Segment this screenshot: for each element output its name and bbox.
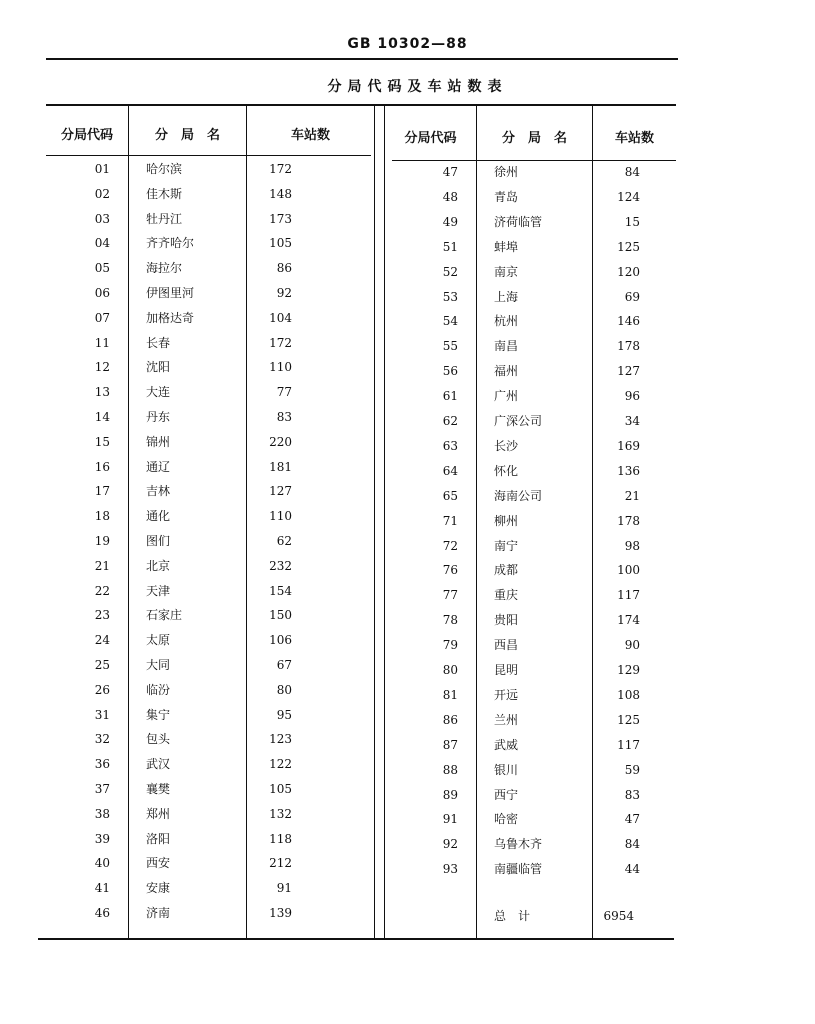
row-name: 贵阳 <box>494 613 519 628</box>
row-count: 154 <box>269 583 292 598</box>
row-code: 24 <box>94 633 110 648</box>
row-name: 福州 <box>494 364 519 379</box>
row-name: 广州 <box>494 389 519 404</box>
row-code: 89 <box>442 787 458 802</box>
row-name: 银川 <box>494 762 519 777</box>
row-code: 54 <box>442 314 458 329</box>
row-count: 47 <box>624 812 640 827</box>
row-count: 15 <box>624 214 640 229</box>
row-code: 26 <box>94 682 110 697</box>
row-count: 127 <box>269 484 292 499</box>
row-name: 武威 <box>494 737 519 752</box>
row-code: 04 <box>94 236 110 251</box>
row-name: 通辽 <box>146 459 171 474</box>
row-code: 12 <box>94 360 110 375</box>
row-code: 15 <box>94 434 110 449</box>
row-code: 02 <box>94 186 110 201</box>
header-code-left: 分局代码 <box>60 128 113 143</box>
row-code: 22 <box>94 583 110 598</box>
row-code: 37 <box>94 782 110 796</box>
row-count: 220 <box>269 434 292 449</box>
row-name: 蚌埠 <box>494 239 519 254</box>
row-count: 124 <box>617 189 640 204</box>
row-count: 59 <box>624 762 640 777</box>
row-count: 86 <box>276 261 292 276</box>
row-count: 117 <box>617 588 640 603</box>
row-name: 图们 <box>146 534 171 548</box>
row-code: 63 <box>442 438 458 453</box>
divider-rule-2 <box>384 105 385 938</box>
row-count: 139 <box>269 906 292 920</box>
row-code: 32 <box>94 732 110 747</box>
row-code: 01 <box>94 162 110 176</box>
row-name: 包头 <box>146 732 171 747</box>
row-count: 67 <box>276 658 292 672</box>
row-code: 80 <box>442 663 458 677</box>
row-name: 大连 <box>146 385 171 400</box>
row-name: 大同 <box>146 658 171 672</box>
row-name: 海南公司 <box>494 488 543 503</box>
row-name: 北京 <box>146 558 171 573</box>
row-code: 47 <box>442 165 458 179</box>
row-code: 16 <box>94 459 110 474</box>
standard-number: GB 10302—88 <box>347 36 468 52</box>
row-count: 122 <box>269 757 292 772</box>
row-code: 36 <box>94 757 110 772</box>
row-name: 长沙 <box>494 438 519 453</box>
header-bottom-rule-left <box>46 155 371 156</box>
row-code: 17 <box>94 484 110 499</box>
row-count: 80 <box>276 682 292 697</box>
row-count: 120 <box>617 264 640 279</box>
table-title: 分局代码及车站数表 <box>327 79 508 95</box>
row-code: 81 <box>442 687 458 702</box>
row-name: 通化 <box>146 509 171 524</box>
row-count: 127 <box>617 364 640 379</box>
row-name: 太原 <box>146 633 171 648</box>
row-count: 132 <box>269 806 292 821</box>
row-name: 南宁 <box>494 538 519 553</box>
row-code: 71 <box>442 513 458 528</box>
row-code: 14 <box>94 410 110 424</box>
row-code: 31 <box>94 707 110 722</box>
row-count: 123 <box>269 732 292 747</box>
header-count-right: 车站数 <box>614 131 654 146</box>
row-name: 武汉 <box>146 757 171 772</box>
row-count: 91 <box>276 881 292 896</box>
divider-rule-1 <box>374 105 375 938</box>
row-name: 重庆 <box>494 588 519 603</box>
row-name: 沈阳 <box>146 360 171 375</box>
table-top-rule <box>46 104 676 106</box>
row-name: 怀化 <box>494 463 519 478</box>
row-code: 48 <box>442 189 458 204</box>
row-code: 86 <box>442 712 458 727</box>
row-count: 104 <box>269 310 292 325</box>
row-count: 110 <box>269 509 292 524</box>
row-count: 90 <box>624 638 640 653</box>
row-code: 39 <box>94 831 110 846</box>
row-code: 72 <box>442 538 458 553</box>
row-name: 西昌 <box>494 638 519 653</box>
row-name: 昆明 <box>494 663 519 677</box>
row-name: 杭州 <box>494 314 519 329</box>
row-code: 76 <box>442 563 458 578</box>
header-code-right: 分局代码 <box>404 131 457 146</box>
col-rule-left-2 <box>246 105 247 938</box>
row-count: 118 <box>269 831 292 846</box>
row-code: 91 <box>442 812 458 827</box>
row-count: 125 <box>617 712 640 727</box>
row-name: 石家庄 <box>146 608 183 623</box>
row-name: 哈密 <box>494 812 519 827</box>
row-name: 海拉尔 <box>146 261 183 276</box>
row-name: 郑州 <box>146 806 171 821</box>
row-count: 84 <box>624 837 640 852</box>
row-code: 40 <box>94 856 110 871</box>
row-count: 44 <box>624 862 640 877</box>
row-code: 88 <box>442 762 458 777</box>
row-count: 136 <box>617 463 640 478</box>
row-count: 83 <box>624 787 640 802</box>
row-code: 13 <box>94 385 110 400</box>
row-name: 临汾 <box>146 682 171 697</box>
row-name: 南昌 <box>494 339 519 354</box>
row-count: 146 <box>617 314 640 329</box>
row-count: 110 <box>269 360 292 375</box>
row-code: 64 <box>442 463 458 478</box>
row-name: 乌鲁木齐 <box>494 837 543 852</box>
row-code: 55 <box>442 339 458 354</box>
row-name: 天津 <box>146 583 171 598</box>
row-name: 佳木斯 <box>146 186 183 201</box>
row-count: 125 <box>617 239 640 254</box>
row-code: 18 <box>94 509 110 524</box>
row-code: 46 <box>94 906 110 920</box>
header-bottom-rule-right <box>392 160 676 161</box>
row-name: 锦州 <box>146 434 171 449</box>
row-name: 南疆临管 <box>494 862 543 877</box>
row-name: 开远 <box>494 687 519 702</box>
row-count: 172 <box>269 162 292 176</box>
row-count: 105 <box>269 782 292 796</box>
row-code: 78 <box>442 613 458 628</box>
row-count: 232 <box>269 558 292 573</box>
row-code: 38 <box>94 806 110 821</box>
row-code: 79 <box>442 638 458 653</box>
row-count: 129 <box>617 663 640 677</box>
row-name: 长春 <box>146 335 171 350</box>
row-count: 77 <box>276 385 292 400</box>
row-count: 174 <box>617 613 640 628</box>
row-name: 兰州 <box>494 712 519 727</box>
table-bottom-rule <box>38 938 674 940</box>
row-code: 21 <box>94 558 110 573</box>
row-name: 徐州 <box>494 165 519 179</box>
row-count: 105 <box>269 236 292 251</box>
row-name: 集宁 <box>146 707 171 722</box>
row-count: 84 <box>624 165 640 179</box>
row-name: 伊图里河 <box>146 286 195 300</box>
row-count: 108 <box>617 687 640 702</box>
row-count: 169 <box>617 438 640 453</box>
row-code: 06 <box>94 286 110 300</box>
row-count: 173 <box>269 211 292 226</box>
row-code: 11 <box>94 335 110 350</box>
total-value: 6954 <box>603 909 634 923</box>
row-count: 148 <box>269 186 292 201</box>
col-rule-right-1 <box>476 105 477 938</box>
row-count: 178 <box>617 339 640 354</box>
row-name: 襄樊 <box>146 782 171 796</box>
row-code: 65 <box>442 488 458 503</box>
total-label: 总 计 <box>494 909 531 923</box>
row-name: 齐齐哈尔 <box>146 236 195 251</box>
row-name: 上海 <box>494 289 519 304</box>
row-count: 212 <box>269 856 292 871</box>
row-code: 61 <box>442 389 458 404</box>
row-name: 济南 <box>146 906 171 920</box>
row-count: 106 <box>269 633 292 648</box>
row-name: 柳州 <box>494 513 519 528</box>
row-name: 广深公司 <box>494 414 543 428</box>
row-code: 92 <box>442 837 458 852</box>
row-name: 哈尔滨 <box>146 162 183 176</box>
row-code: 77 <box>442 588 458 603</box>
row-name: 南京 <box>494 264 519 279</box>
header-count-left: 车站数 <box>290 128 330 143</box>
row-count: 92 <box>276 286 292 300</box>
row-name: 加格达奇 <box>146 310 195 325</box>
row-code: 07 <box>94 310 110 325</box>
header-name-left: 分 局 名 <box>154 128 220 143</box>
row-code: 41 <box>94 881 110 896</box>
row-count: 34 <box>624 414 640 428</box>
row-name: 牡丹江 <box>146 211 183 226</box>
row-count: 83 <box>276 410 292 424</box>
row-code: 23 <box>94 608 110 623</box>
row-code: 93 <box>442 862 458 877</box>
row-code: 87 <box>442 737 458 752</box>
row-count: 181 <box>269 459 292 474</box>
row-count: 172 <box>269 335 292 350</box>
row-count: 62 <box>276 534 292 548</box>
row-code: 53 <box>442 289 458 304</box>
row-code: 56 <box>442 364 458 379</box>
row-count: 69 <box>624 289 640 304</box>
row-code: 52 <box>442 264 458 279</box>
row-code: 51 <box>442 239 458 254</box>
row-name: 西安 <box>146 856 171 871</box>
top-rule <box>46 58 678 60</box>
row-code: 19 <box>94 534 110 548</box>
col-rule-right-2 <box>592 105 593 938</box>
row-name: 济荷临管 <box>494 214 543 229</box>
row-count: 150 <box>269 608 292 623</box>
header-name-right: 分 局 名 <box>501 131 567 146</box>
row-count: 96 <box>624 389 640 404</box>
col-rule-left-1 <box>128 105 129 938</box>
row-count: 98 <box>624 538 640 553</box>
row-name: 丹东 <box>146 410 171 424</box>
row-count: 117 <box>617 737 640 752</box>
row-code: 62 <box>442 414 458 428</box>
row-name: 成都 <box>494 563 519 578</box>
row-count: 95 <box>276 707 292 722</box>
row-name: 安康 <box>146 881 171 896</box>
row-name: 西宁 <box>494 787 519 802</box>
row-name: 洛阳 <box>146 831 171 846</box>
row-code: 25 <box>94 658 110 672</box>
row-code: 49 <box>442 214 458 229</box>
row-code: 03 <box>94 211 110 226</box>
row-count: 100 <box>617 563 640 578</box>
row-name: 青岛 <box>494 189 519 204</box>
row-count: 21 <box>624 488 640 503</box>
row-code: 05 <box>94 261 110 276</box>
row-count: 178 <box>617 513 640 528</box>
row-name: 吉林 <box>146 484 171 499</box>
